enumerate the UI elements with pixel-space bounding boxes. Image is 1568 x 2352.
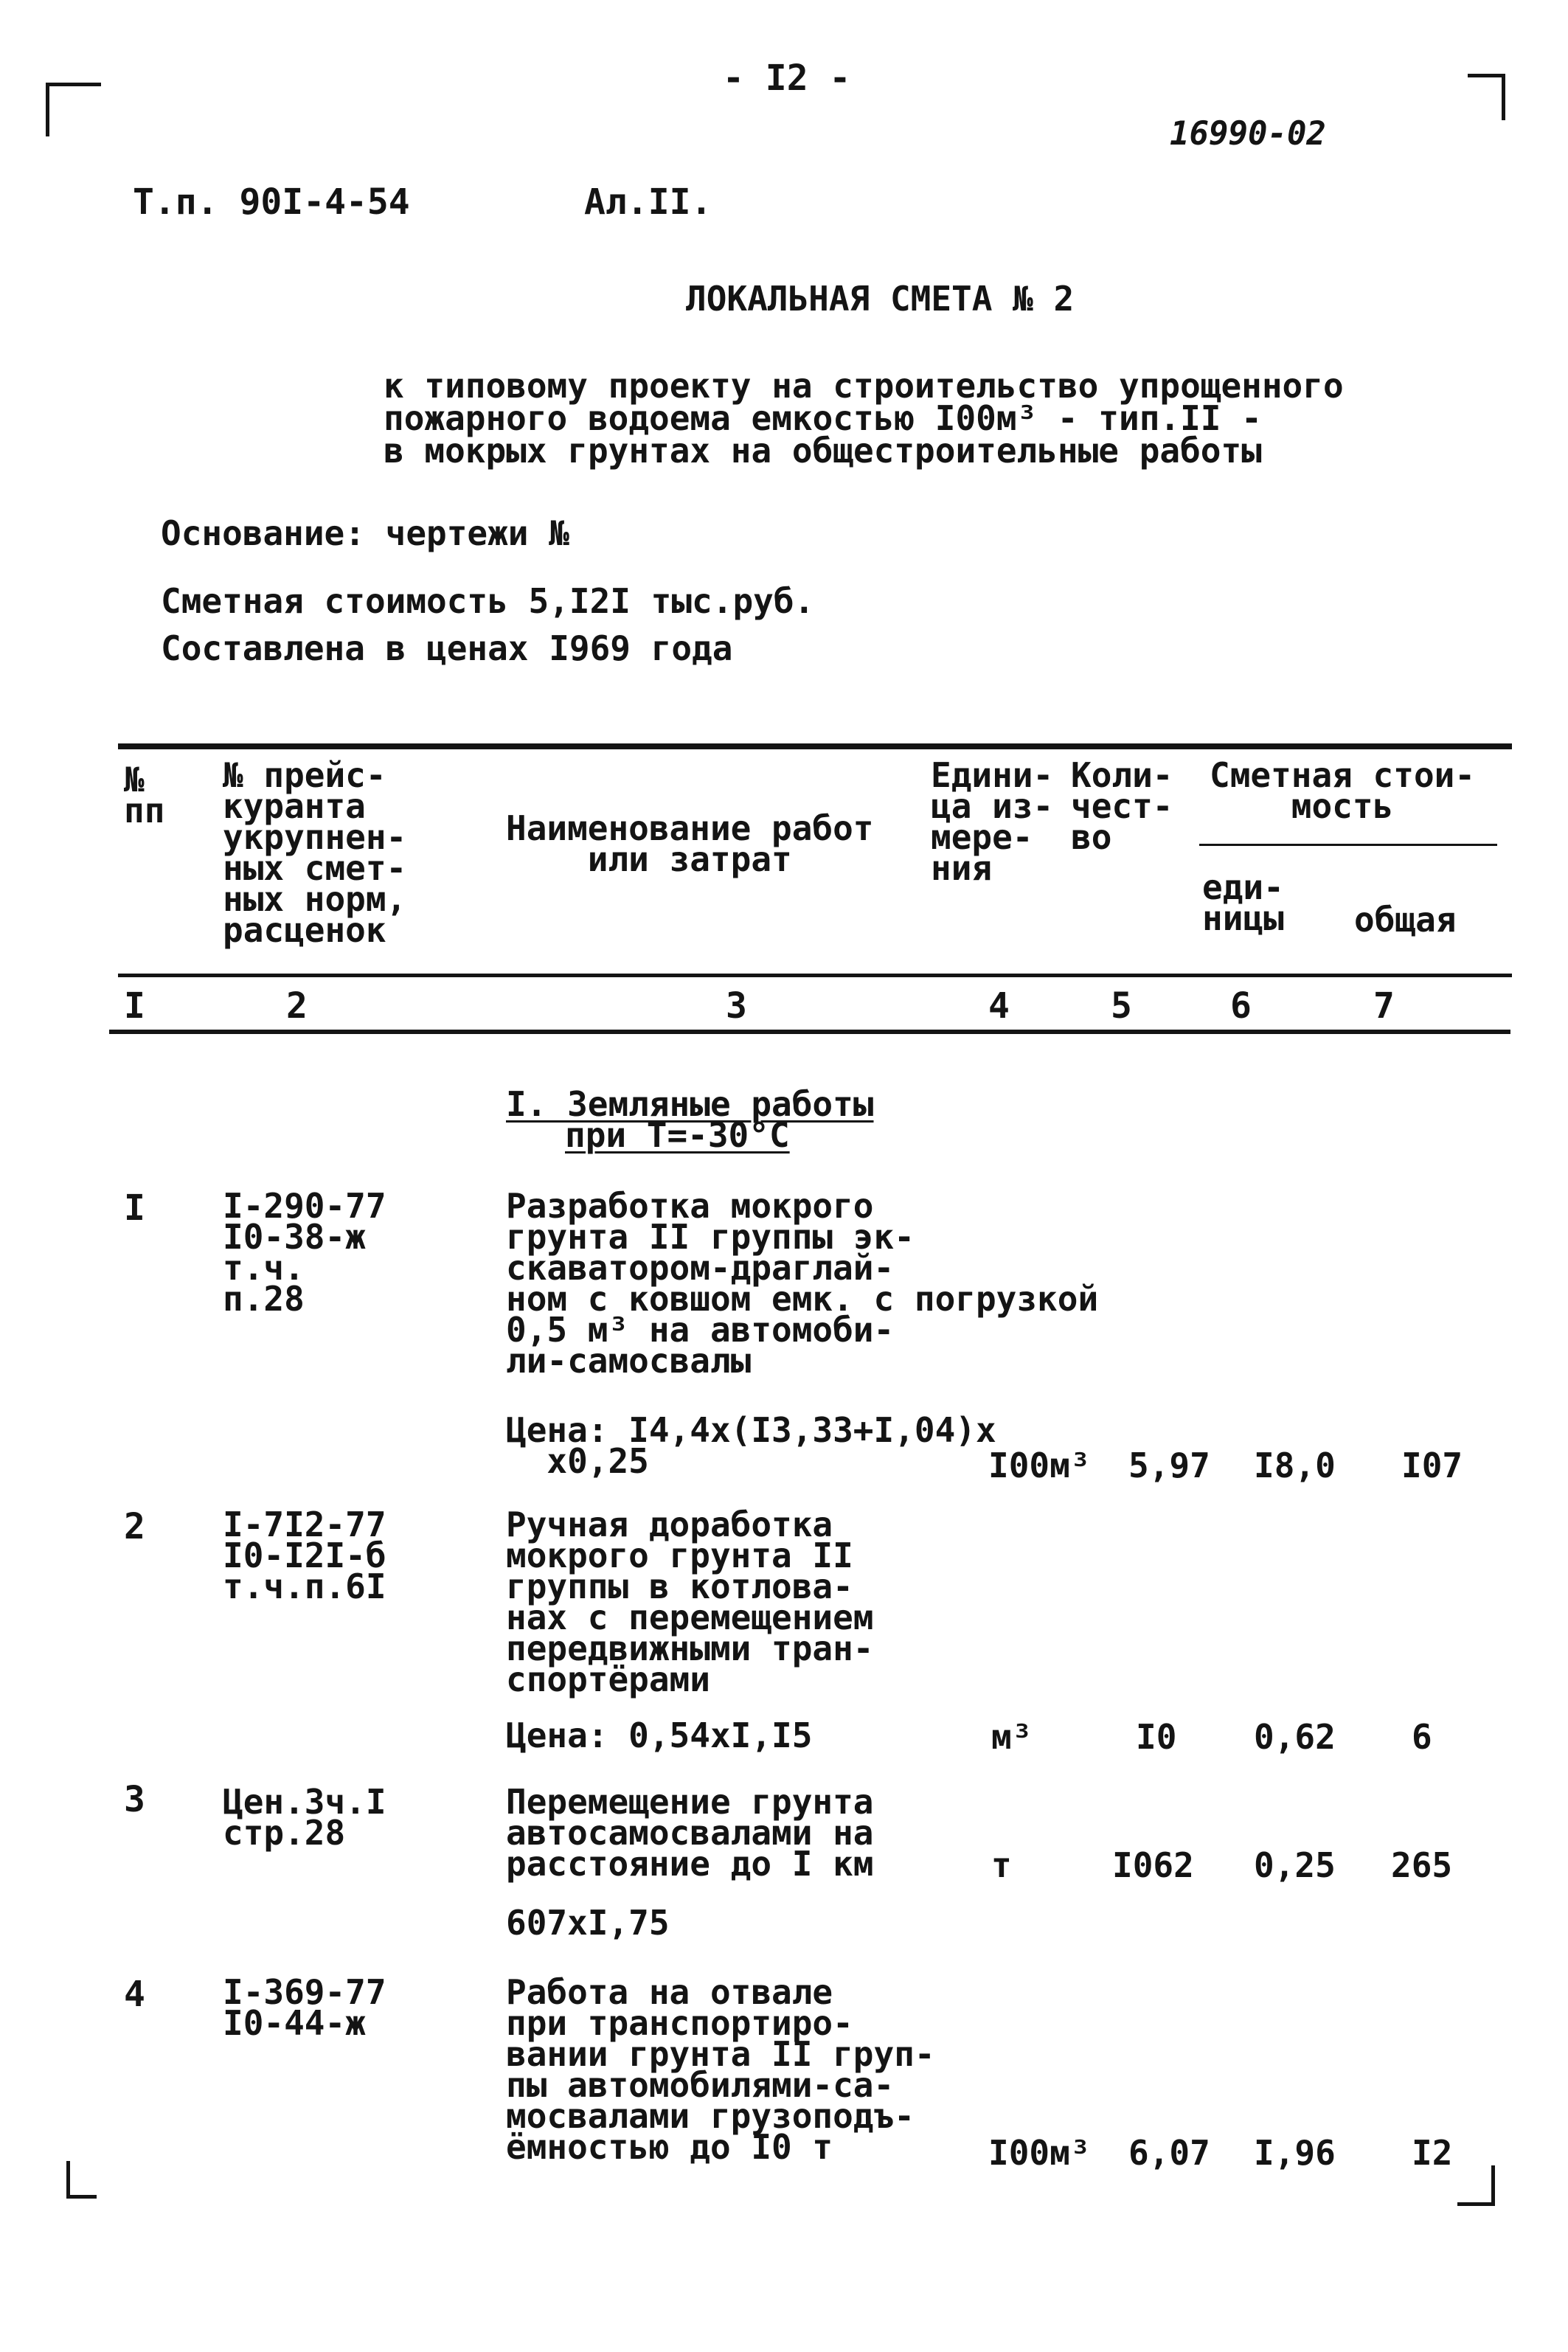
table-top-rule — [118, 743, 1512, 749]
column-number-1: I — [124, 985, 145, 1027]
row-3-price-code: Цен.3ч.I стр.28 — [223, 1782, 386, 1853]
subtitle-line-3: в мокрых грунтах на общестроительные работы — [384, 431, 1262, 471]
row-4-price-code: I-369-77 I0-44-ж — [223, 1972, 386, 2043]
row-3-price-formula: 607xI,75 — [506, 1903, 670, 1943]
row-3-total-cost: 265 — [1391, 1845, 1453, 1885]
subtitle-line-1: к типовому проекту на строительство упрощенного — [384, 366, 1344, 406]
column-number-7: 7 — [1373, 985, 1395, 1027]
row-2-unit-cost: 0,62 — [1254, 1717, 1336, 1757]
prices-year-line: Составлена в ценах I969 года — [161, 628, 733, 668]
subtitle-line-2: пожарного водоема емкостью I00м³ - тип.II - — [384, 398, 1262, 438]
row-4-unit-cost: I,96 — [1254, 2133, 1336, 2173]
row-3-number: 3 — [124, 1779, 145, 1820]
corner-mark-bottom-left — [66, 2161, 97, 2199]
row-2-unit: м³ — [991, 1717, 1033, 1757]
header-estimated-cost: Сметная стои- мость — [1210, 755, 1476, 826]
section-subtitle: при Т=-30°С — [565, 1115, 790, 1155]
header-row-number: № пп — [124, 760, 165, 830]
row-4-total-cost: I2 — [1412, 2133, 1453, 2173]
section-title-text: I. Земляные работы — [506, 1084, 874, 1124]
row-1-price-formula: Цена: I4,4x(I3,33+I,04)x x0,25 — [506, 1410, 996, 1481]
album-number: Ал.II. — [584, 181, 712, 223]
corner-mark-bottom-right — [1457, 2165, 1495, 2206]
row-4-work-name: Работа на отвале при транспортиро- вании грунта II груп- пы автомобилями-са- мосвалами грузоподъ- ёмностью до I0 т — [506, 1972, 935, 2167]
row-3-unit-cost: 0,25 — [1254, 1845, 1336, 1885]
estimated-cost-line: Сметная стоимость 5,I2I тыс.руб. — [161, 581, 815, 621]
archive-code: 16990-02 — [1170, 115, 1326, 153]
row-1-number: I — [124, 1187, 145, 1229]
header-cost-total: общая — [1354, 900, 1457, 940]
column-number-6: 6 — [1230, 985, 1252, 1027]
header-cost-per-unit: еди- ницы — [1202, 867, 1284, 938]
row-4-number: 4 — [124, 1974, 145, 2015]
row-1-total-cost: I07 — [1401, 1446, 1463, 1485]
header-unit: Едини- ца из- мере- ния — [931, 755, 1054, 888]
row-4-unit: I00м³ — [988, 2133, 1091, 2173]
header-work-name: Наименование работ или затрат — [506, 808, 874, 879]
page-number: - I2 - — [723, 58, 851, 99]
column-numbers-rule — [109, 1030, 1510, 1034]
header-bottom-rule — [118, 974, 1512, 977]
corner-mark-top-right — [1468, 74, 1505, 120]
row-1-unit: I00м³ — [988, 1446, 1091, 1485]
header-sub-rule — [1199, 844, 1497, 846]
row-1-quantity: 5,97 — [1128, 1446, 1210, 1485]
row-1-price-code: I-290-77 I0-38-ж т.ч. п.28 — [223, 1186, 386, 1319]
row-2-total-cost: 6 — [1412, 1717, 1432, 1757]
header-price-list-number: № прейс- куранта укрупнен- ных смет- ных норм, расценок — [223, 755, 407, 950]
row-2-work-name: Ручная доработка мокрого грунта II группы в котлова- нах с перемещением передвижными тран- спортёрами — [506, 1505, 874, 1699]
row-2-price-formula: Цена: 0,54xI,I5 — [506, 1716, 813, 1755]
row-2-price-code: I-7I2-77 I0-I2I-б т.ч.п.6I — [223, 1505, 386, 1606]
row-2-number: 2 — [124, 1506, 145, 1547]
basis-line: Основание: чертежи № — [161, 513, 569, 553]
row-4-quantity: 6,07 — [1128, 2133, 1210, 2173]
column-number-4: 4 — [988, 985, 1010, 1027]
row-2-quantity: I0 — [1136, 1717, 1177, 1757]
document-title: ЛОКАЛЬНАЯ СМЕТА № 2 — [686, 279, 1075, 319]
column-number-3: 3 — [726, 985, 747, 1027]
row-1-work-name: Разработка мокрого грунта II группы эк- скаватором-драглай- ном с ковшом емк. с погрузкой 0,5 м³ на автомоби- ли-самосвалы — [506, 1186, 1099, 1381]
row-3-quantity: I062 — [1112, 1845, 1194, 1885]
row-1-unit-cost: I8,0 — [1254, 1446, 1336, 1485]
column-number-5: 5 — [1111, 985, 1132, 1027]
column-number-2: 2 — [286, 985, 308, 1027]
row-3-unit: т — [991, 1845, 1012, 1885]
document-reference: Т.п. 90I-4-54 — [133, 181, 410, 223]
corner-mark-top-left — [46, 83, 101, 136]
header-quantity: Коли- чест- во — [1071, 755, 1173, 857]
row-3-work-name: Перемещение грунта автосамосвалами на расстояние до I км — [506, 1782, 874, 1884]
